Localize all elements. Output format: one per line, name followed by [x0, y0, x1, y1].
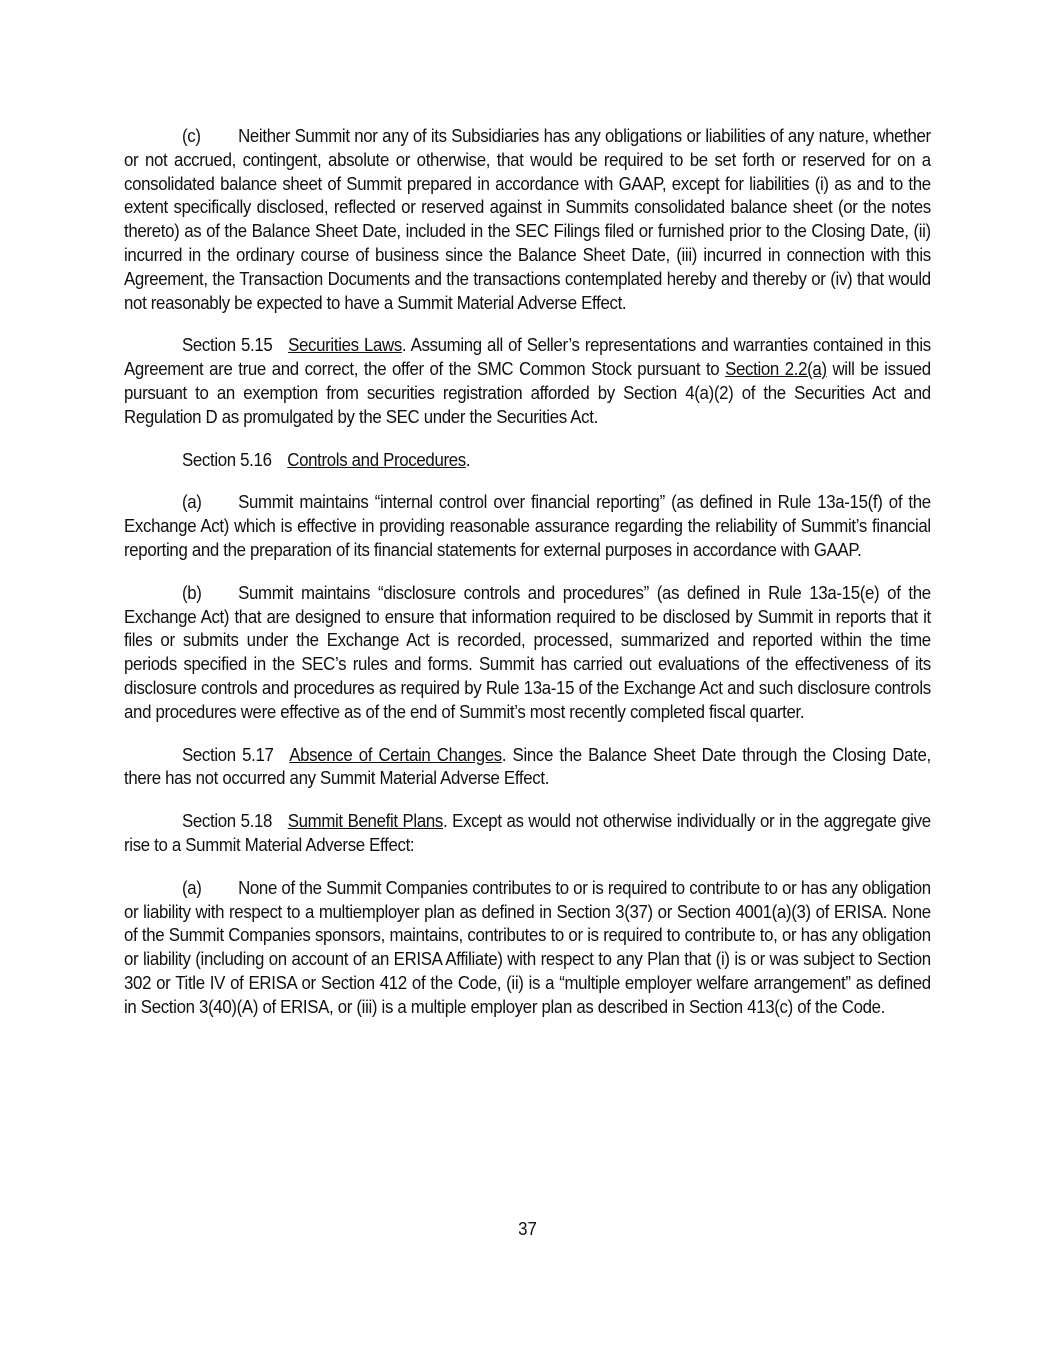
section-text: . Assuming all of Seller’s representations and warranties contained in this Agreement are true and correct, the offer of the SMC Common Stock pursuant to — [124, 334, 931, 380]
paragraph-label: (a) — [181, 876, 202, 898]
section-text: . — [465, 448, 471, 470]
section-5-16 — [124, 448, 931, 472]
section-5-17 — [124, 743, 931, 791]
section-text: . Since the Balance Sheet Date through the Closing Date, there has not occurred any Summit Material Adverse Effect. — [124, 743, 931, 789]
section-title-benefit-plans: Summit Benefit Plans — [287, 810, 444, 832]
paragraph-text: Summit maintains “disclosure controls and procedures” (as defined in Rule 13a-15(e) of the Exchange Act) that are designed to ensure that information required to be disclosed by Summit in reports that it files or submits under the Exchange Act is recorded, processed, summarized and reported within the time periods specified in the SEC’s rules and forms. Summit has carried out evaluations of the effectiveness of its disclosure controls and procedures as required by Rule 13a-15 of the Exchange Act and such disclosure controls and procedures were effective as of the end of Summit’s most recently completed fiscal quarter. — [124, 581, 931, 722]
paragraph-b-disclosure-controls — [124, 581, 931, 724]
section-number: Section 5.16 — [181, 448, 272, 470]
section-5-15 — [124, 333, 931, 428]
section-title-controls-procedures: Controls and Procedures — [287, 448, 466, 470]
page-number: 37 — [518, 1218, 537, 1239]
paragraph-c-liabilities — [124, 124, 931, 314]
section-number: Section 5.17 — [181, 743, 274, 765]
section-text: . Except as would not otherwise individually or in the aggregate give rise to a Summit Material Adverse Effect: — [124, 810, 931, 855]
section-title-securities-laws: Securities Laws — [288, 334, 402, 356]
section-5-18 — [124, 809, 931, 857]
cross-reference-section-2-2a[interactable]: Section 2.2(a) — [725, 358, 827, 380]
paragraph-text: None of the Summit Companies contributes to or is required to contribute to or has any obligation or liability with respect to a multiemployer plan as defined in Section 3(37) or Section 4001(a)(3) of ERISA. None of the Summit Companies sponsors, maintains, contributes to or is required to contribute to, or has any obligation or liability (including on account of an ERISA Affiliate) with respect to any Plan that (i) is or was subject to Section 302 or Title IV of ERISA or Section 412 of the Code, (ii) is a “multiple employer welfare arrangement” as defined in Section 3(40)(A) of ERISA, or (iii) is a multiple employer plan as described in Section 413(c) of the Code. — [124, 876, 931, 1017]
paragraph-text: Summit maintains “internal control over financial reporting” (as defined in Rule 13a-15(f) of the Exchange Act) which is effective in providing reasonable assurance regarding the reliability of Summit’s financial reporting and the preparation of its financial statements for external purposes in accordance with GAAP. — [124, 491, 931, 560]
paragraph-a-internal-control — [124, 490, 931, 561]
paragraph-label: (c) — [181, 125, 201, 146]
paragraph-text: Neither Summit nor any of its Subsidiaries has any obligations or liabilities of any nature, whether or not accrued, contingent, absolute or otherwise, that would be required to be set forth or reserved for on a consolidated balance sheet of Summit prepared in accordance with GAAP, except for liabilities (i) as and to the extent specifically disclosed, reflected or reserved against in Summits consolidated balance sheet (or the notes thereto) as of the Balance Sheet Date, included in the SEC Filings filed or furnished prior to the Closing Date, (ii) incurred in the ordinary course of business since the Balance Sheet Date, (iii) incurred in connection with this Agreement, the Transaction Documents and the transactions contemplated hereby and thereby or (iv) that would not reasonably be expected to have a Summit Material Adverse Effect. — [124, 125, 931, 313]
paragraph-label: (a) — [181, 491, 202, 513]
document-page — [124, 124, 931, 1038]
section-number: Section 5.18 — [181, 810, 273, 832]
section-title-absence-changes: Absence of Certain Changes — [289, 743, 502, 765]
paragraph-a-multiemployer-plan — [124, 876, 931, 1019]
paragraph-label: (b) — [181, 581, 202, 603]
section-number: Section 5.15 — [181, 334, 273, 356]
section-text: will be issued pursuant to an exemption from securities registration afforded by Section 4(a)(2) of the Securities Act and Regulation D as promulgated by the SEC under the Securities Act. — [124, 358, 931, 427]
